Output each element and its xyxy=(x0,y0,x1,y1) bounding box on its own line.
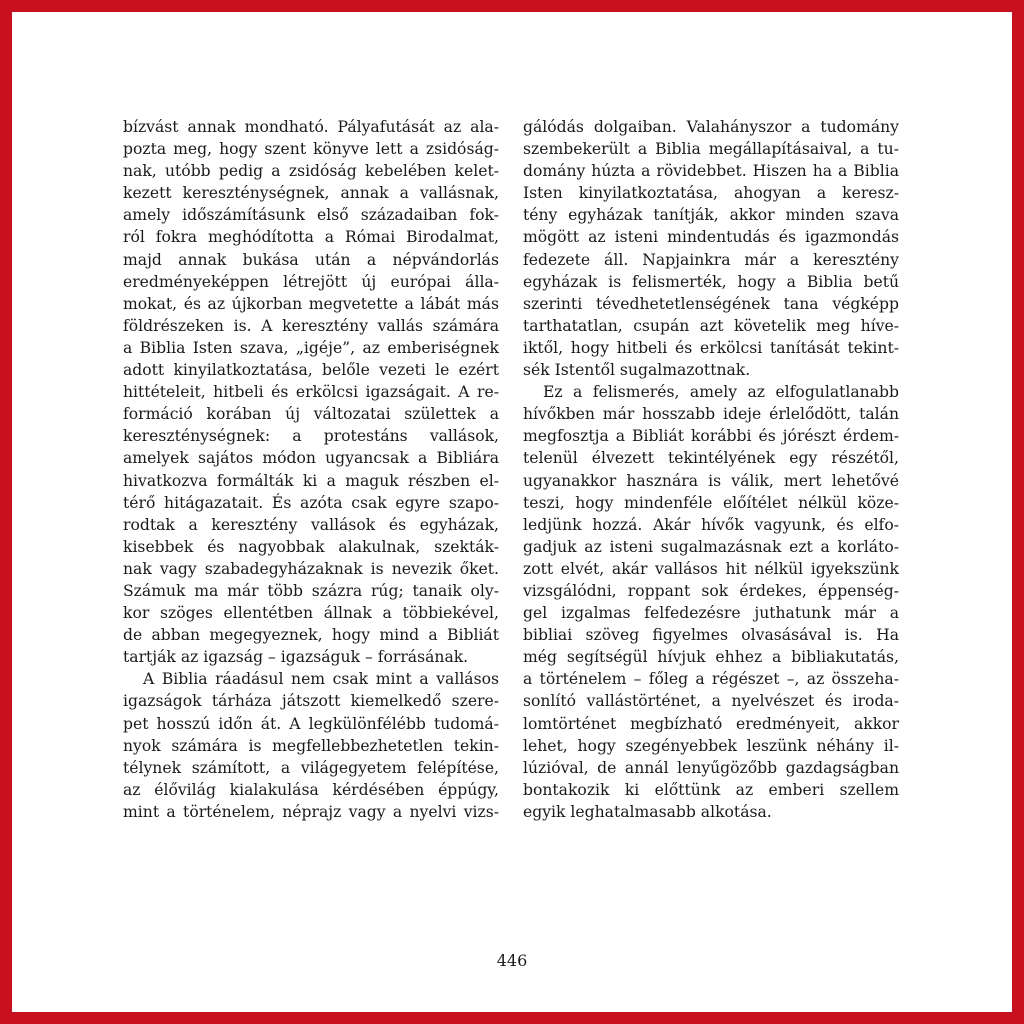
text-line: megfosztja a Bibliát korábbi és jórészt érdem- xyxy=(523,427,899,446)
text-line: Isten kinyilatkoztatása, ahogyan a keresz- xyxy=(523,184,899,203)
text-line: pet hosszú időn át. A legkülönfélébb tudomá- xyxy=(123,714,499,733)
text-line: térő hitágazatait. És azóta csak egyre szapo- xyxy=(123,493,499,512)
right-text-column xyxy=(523,116,899,823)
text-line: gadjuk az isteni sugalmazásnak ezt a korláto- xyxy=(523,537,899,556)
text-line: majd annak bukása után a népvándorlás xyxy=(123,250,499,269)
text-line: egyik leghatalmasabb alkotása. xyxy=(523,802,772,821)
text-line: ról fokra meghódította a Római Birodalmat, xyxy=(123,228,499,247)
text-line: de abban megegyeznek, hogy mind a Bibliát xyxy=(123,626,499,645)
text-line: az élővilág kialakulása kérdésében éppúgy, xyxy=(123,780,499,799)
text-line: kisebbek és nagyobbak alakulnak, szekták- xyxy=(123,537,499,556)
text-line: hívőkben már hosszabb ideje érlelődött, talán xyxy=(523,405,899,424)
text-line: lomtörténet megbízható eredményeit, akkor xyxy=(523,714,899,733)
text-line: rodtak a keresztény vallások és egyházak, xyxy=(123,515,499,534)
text-line: amelyek sajátos módon ugyancsak a Bibliára xyxy=(123,449,499,468)
text-line: kezett kereszténységnek, annak a vallásnak, xyxy=(123,184,499,203)
text-line: zott elvét, akár vallásos hit nélkül igyekszünk xyxy=(523,559,899,578)
text-line: mögött az isteni mindentudás és igazmondás xyxy=(523,228,899,247)
text-line: a Biblia Isten szava, „igéje”, az emberiségnek xyxy=(123,338,499,357)
text-line: gel izgalmas felfedezésre juthatunk már a xyxy=(523,604,899,623)
text-line: bibliai szöveg figyelmes olvasásával is. Ha xyxy=(523,626,899,645)
left-text-column xyxy=(123,116,499,823)
text-line: kereszténységnek: a protestáns vallások, xyxy=(123,427,499,446)
text-line: igazságok tárháza játszott kiemelkedő szere- xyxy=(123,692,499,711)
text-line: mint a történelem, néprajz vagy a nyelvi vizs- xyxy=(123,802,499,821)
text-line: a történelem – főleg a régészet –, az összeha- xyxy=(523,670,899,689)
text-line: ledjünk hozzá. Akár hívők vagyunk, és elfo- xyxy=(523,515,899,534)
text-line: sék Istentől sugalmazottnak. xyxy=(523,361,751,380)
text-line: télynek számított, a világegyetem felépítése, xyxy=(123,758,499,777)
text-line: szembekerült a Biblia megállapításaival, a tu- xyxy=(523,140,899,159)
text-line: Ez a felismerés, amely az elfogulatlanabb xyxy=(543,383,899,402)
text-line: pozta meg, hogy szent könyve lett a zsidóság- xyxy=(123,140,499,159)
page-number: 446 xyxy=(496,951,528,970)
text-line: tartják az igazság – igazságuk – forrásának. xyxy=(123,648,469,667)
text-line: Számuk ma már több százra rúg; tanaik oly- xyxy=(123,581,499,600)
text-line: teszi, hogy mindenféle előítélet nélkül köze- xyxy=(523,493,899,512)
text-line: telenül élvezett tekintélyének egy részétől, xyxy=(523,449,899,468)
text-line: fedezete áll. Napjainkra már a keresztény xyxy=(523,250,899,269)
text-line: lúzióval, de annál lenyűgözőbb gazdagságban xyxy=(523,758,899,777)
text-line: nak, utóbb pedig a zsidóság kebelében kelet- xyxy=(123,162,499,181)
text-line: eredményeképpen létrejött új európai álla- xyxy=(123,272,499,291)
text-line: bontakozik ki előttünk az emberi szellem xyxy=(523,780,899,799)
text-line: tarthatatlan, csupán azt követelik meg híve- xyxy=(523,316,899,335)
text-line: földrészeken is. A keresztény vallás számára xyxy=(123,316,499,335)
text-line: lehet, hogy szegényebbek leszünk néhány il- xyxy=(523,736,899,755)
text-line: amely időszámításunk első századaiban fok- xyxy=(123,206,499,225)
text-line: tény egyházak tanítják, akkor minden szava xyxy=(523,206,899,225)
text-line: egyházak is felismerték, hogy a Biblia betű xyxy=(523,272,899,291)
text-line: hivatkozva formálták ki a maguk részben el- xyxy=(123,471,499,490)
text-line: hittételeit, hitbeli és erkölcsi igazságait. A re- xyxy=(123,383,499,402)
text-line: nak vagy szabadegyházaknak is nevezik őket. xyxy=(123,559,499,578)
text-line: vizsgálódni, roppant sok érdekes, éppenség- xyxy=(523,581,899,600)
text-line: gálódás dolgaiban. Valahányszor a tudomány xyxy=(523,118,899,136)
text-line: kor szöges ellentétben állnak a többiekével, xyxy=(123,604,499,623)
text-line: A Biblia ráadásul nem csak mint a vallásos xyxy=(143,670,499,689)
text-line: bízvást annak mondható. Pályafutását az ala- xyxy=(123,118,499,136)
text-line: szerinti tévedhetetlenségének tana végképp xyxy=(523,294,899,313)
text-line: ugyanakkor hasznára is válik, mert lehetővé xyxy=(523,471,899,490)
text-line: még segítségül hívjuk ehhez a bibliakutatás, xyxy=(523,648,899,667)
text-line: iktől, hogy hitbeli és erkölcsi tanítását tekint- xyxy=(523,338,899,357)
text-line: sonlító vallástörténet, a nyelvészet és iroda- xyxy=(523,692,899,711)
text-line: mokat, és az újkorban megvetette a lábát más xyxy=(123,294,499,313)
text-line: formáció korában új változatai születtek a xyxy=(123,405,499,424)
text-line: domány húzta a rövidebbet. Hiszen ha a Biblia xyxy=(523,162,899,181)
text-line: nyok számára is megfellebbezhetetlen tekin- xyxy=(123,736,499,755)
text-line: adott kinyilatkoztatása, belőle vezeti le ezért xyxy=(123,361,499,380)
